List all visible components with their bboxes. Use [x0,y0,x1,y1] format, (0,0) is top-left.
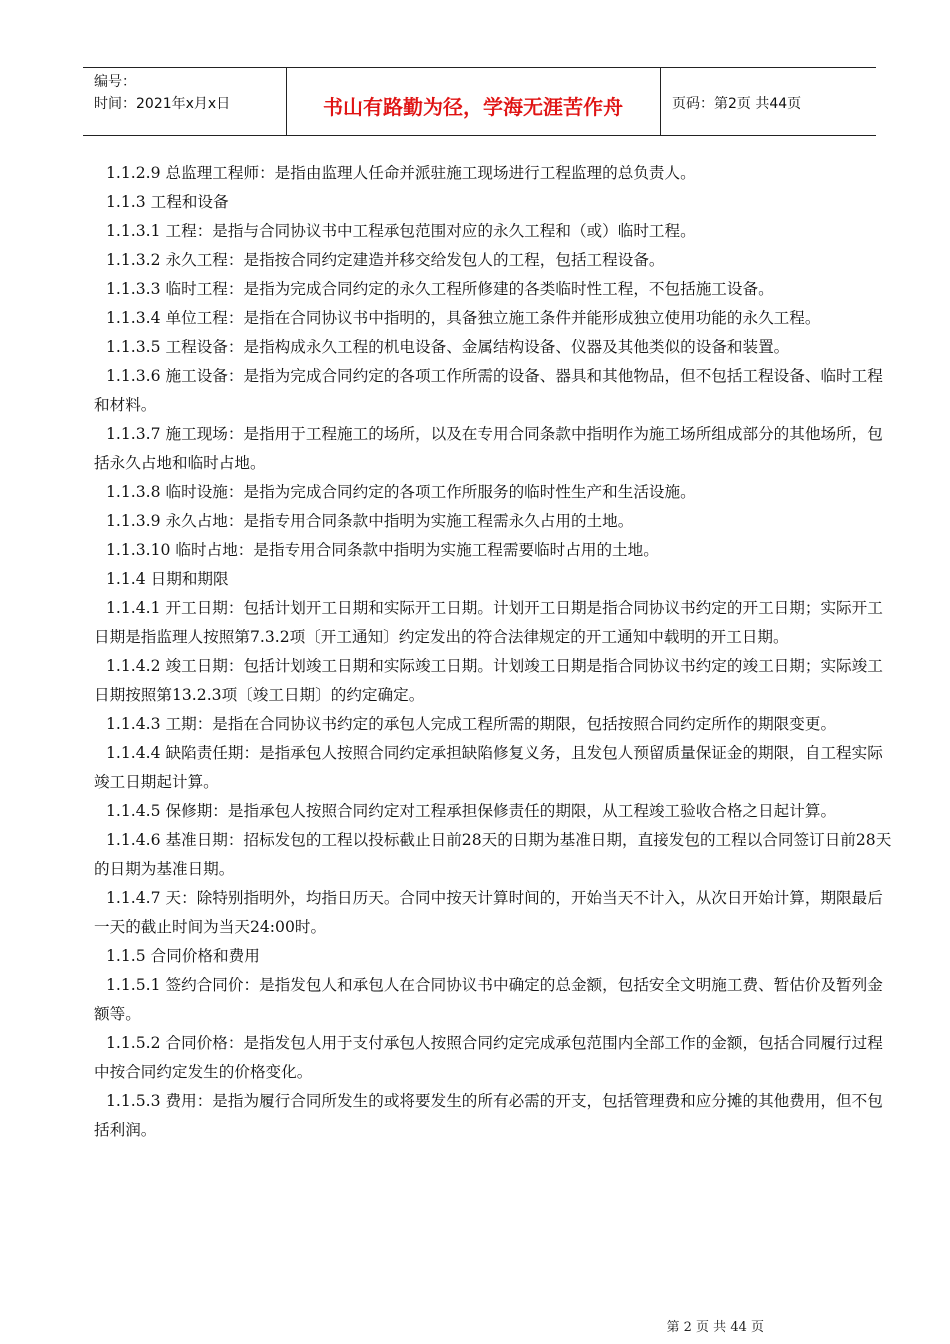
paragraph: 1.1.3.8 临时设施：是指为完成合同约定的各项工作所服务的临时性生产和生活设施。 [106,483,696,501]
header-page-cell [660,68,876,135]
paragraph: 1.1.4.3 工期：是指在合同协议书约定的承包人完成工程所需的期限，包括按照合同约定所作的期限变更。 [106,715,837,733]
paragraph: 1.1.4.2 竣工日期：包括计划竣工日期和实际竣工日期。计划竣工日期是指合同协议书约定的竣工日期；实际竣工日期按照第13.2.3项〔竣工日期〕的约定确定。 [94,657,883,704]
paragraph: 1.1.4.6 基准日期：招标发包的工程以投标截止日前28天的日期为基准日期，直接发包的工程以合同签订日前28天的日期为基准日期。 [94,831,892,878]
document-body [94,159,894,1145]
header-info-cell [83,68,287,135]
paragraph: 1.1.3.6 施工设备：是指为完成合同约定的各项工作所需的设备、器具和其他物品，但不包括工程设备、临时工程和材料。 [94,367,883,414]
paragraph: 1.1.5.2 合同价格：是指发包人用于支付承包人按照合同约定完成承包范围内全部工作的金额，包括合同履行过程中按合同约定发生的价格变化。 [94,1034,883,1081]
header-page-code: 页码：第2页 共44页 [672,96,802,112]
paragraph: 1.1.3.1 工程：是指与合同协议书中工程承包范围对应的永久工程和（或）临时工程。 [106,222,696,240]
paragraph: 1.1.4.7 天：除特别指明外，均指日历天。合同中按天计算时间的，开始当天不计入，从次日开始计算，期限最后一天的截止时间为当天24:00时。 [94,889,883,936]
paragraph: 1.1.3.4 单位工程：是指在合同协议书中指明的，具备独立施工条件并能形成独立使用功能的永久工程。 [106,309,821,327]
header-motto-cell [286,68,661,135]
paragraph: 1.1.3.2 永久工程：是指按合同约定建造并移交给发包人的工程，包括工程设备。 [106,251,665,269]
paragraph: 1.1.3.9 永久占地：是指专用合同条款中指明为实施工程需永久占用的土地。 [106,512,634,530]
paragraph: 1.1.4.5 保修期：是指承包人按照合同约定对工程承担保修责任的期限，从工程竣工验收合格之日起计算。 [106,802,837,820]
paragraph: 1.1.3.3 临时工程：是指为完成合同约定的永久工程所修建的各类临时性工程，不包括施工设备。 [106,280,774,298]
document-number-label: 编号： [94,74,136,90]
paragraph: 1.1.4.4 缺陷责任期：是指承包人按照合同约定承担缺陷修复义务，且发包人预留质量保证金的期限，自工程实际竣工日期起计算。 [94,744,883,791]
paragraph: 1.1.4.1 开工日期：包括计划开工日期和实际开工日期。计划开工日期是指合同协议书约定的开工日期；实际开工日期是指监理人按照第7.3.2项〔开工通知〕约定发出的符合法律规定的开工通知中载明的开工日期。 [94,599,883,646]
paragraph: 1.1.5.1 签约合同价：是指发包人和承包人在合同协议书中确定的总金额，包括安全文明施工费、暂估价及暂列金额等。 [94,976,883,1023]
paragraph: 1.1.3.10 临时占地：是指专用合同条款中指明为实施工程需要临时占用的土地。 [106,541,659,559]
section-heading: 1.1.5 合同价格和费用 [106,947,260,965]
paragraph: 1.1.5.3 费用：是指为履行合同所发生的或将要发生的所有必需的开支，包括管理费和应分摊的其他费用，但不包括利润。 [94,1092,883,1139]
section-heading: 1.1.3 工程和设备 [106,193,229,211]
paragraph: 1.1.2.9 总监理工程师：是指由监理人任命并派驻施工现场进行工程监理的总负责人。 [106,164,696,182]
page-footer: 第 2 页 共 44 页 [666,1320,764,1335]
paragraph: 1.1.3.5 工程设备：是指构成永久工程的机电设备、金属结构设备、仪器及其他类似的设备和装置。 [106,338,790,356]
header-motto: 书山有路勤为径，学海无涯苦作舟 [323,95,623,119]
page-header [83,67,876,136]
paragraph: 1.1.3.7 施工现场：是指用于工程施工的场所，以及在专用合同条款中指明作为施工场所组成部分的其他场所，包括永久占地和临时占地。 [94,425,883,472]
document-time-label: 时间：2021年x月x日 [94,96,231,112]
section-heading: 1.1.4 日期和期限 [106,570,229,588]
